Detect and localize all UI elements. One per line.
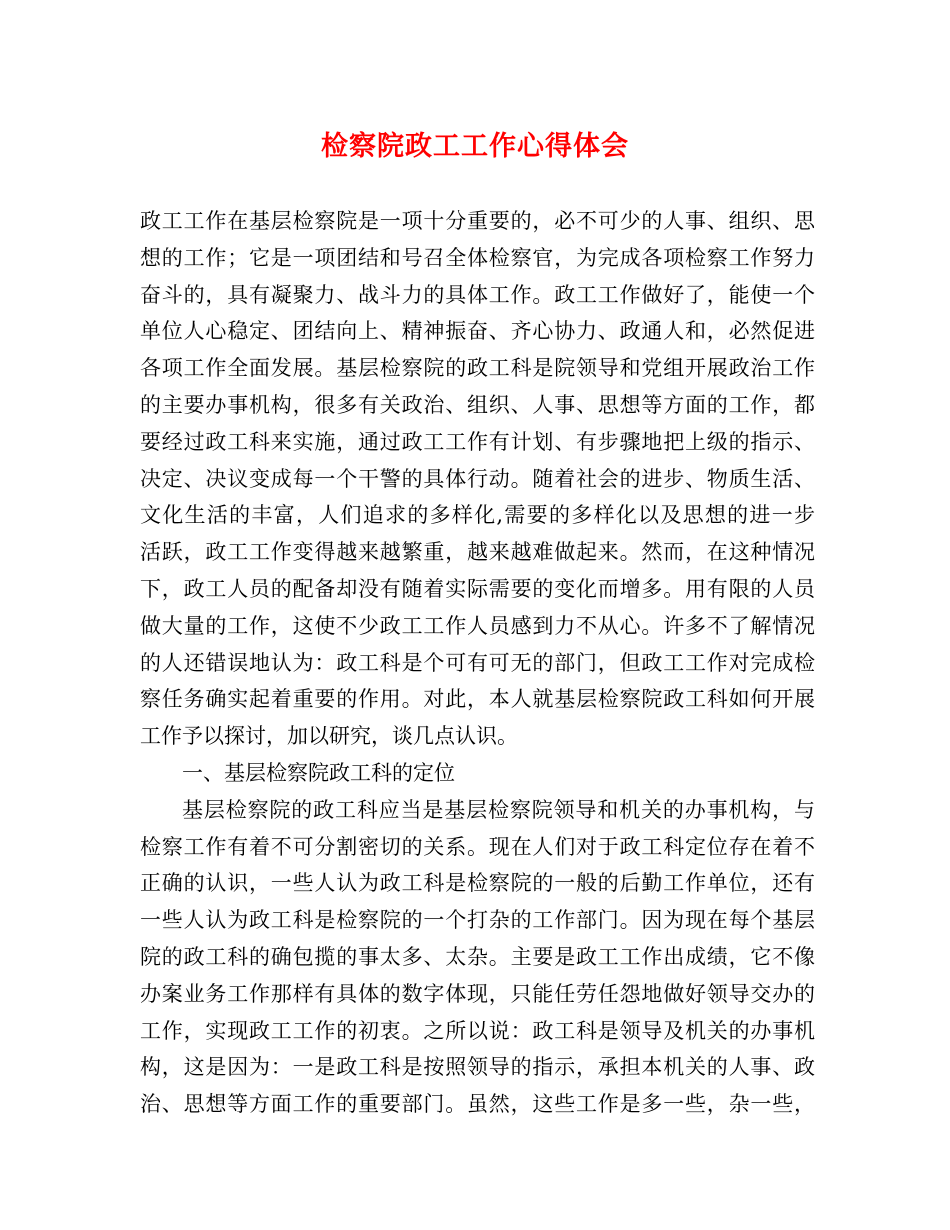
text-line: 治、思想等方面工作的重要部门。虽然，这些工作是多一些，杂一些，	[140, 1092, 815, 1117]
text-line: 工作予以探讨，加以研究，谈几点认识。	[140, 724, 518, 749]
text-line: 正确的认识，一些人认为政工科是检察院的一般的后勤工作单位，还有	[140, 871, 815, 896]
text-line: 做大量的工作，这使不少政工工作人员感到力不从心。许多不了解情况	[140, 613, 815, 638]
text-line: 单位人心稳定、团结向上、精神振奋、齐心协力、政通人和，必然促进	[140, 319, 815, 344]
text-line: 文化生活的丰富，人们追求的多样化,需要的多样化以及思想的进一步	[140, 503, 815, 528]
text-line: 要经过政工科来实施，通过政工工作有计划、有步骤地把上级的指示、	[140, 429, 815, 454]
text-line: 院的政工科的确包揽的事太多、太杂。主要是政工工作出成绩，它不像	[140, 944, 815, 969]
text-line: 察任务确实起着重要的作用。对此，本人就基层检察院政工科如何开展	[140, 687, 815, 712]
document-title: 检察院政工工作心得体会	[321, 131, 629, 162]
text-line: 决定、决议变成每一个干警的具体行动。随着社会的进步、物质生活、	[140, 466, 815, 491]
text-line: 活跃，政工工作变得越来越繁重，越来越难做起来。然而，在这种情况	[140, 540, 815, 565]
text-line: 各项工作全面发展。基层检察院的政工科是院领导和党组开展政治工作	[140, 356, 815, 381]
text-line: 政工工作在基层检察院是一项十分重要的，必不可少的人事、组织、思	[140, 209, 815, 233]
text-line: 基层检察院的政工科应当是基层检察院领导和机关的办事机构，与	[182, 797, 815, 822]
text-line: 办案业务工作那样有具体的数字体现，只能任劳任怨地做好领导交办的	[140, 981, 815, 1006]
section-heading: 一、基层检察院政工科的定位	[182, 760, 455, 785]
text-line: 一些人认为政工科是检察院的一个打杂的工作部门。因为现在每个基层	[140, 908, 815, 933]
text-line: 想的工作；它是一项团结和号召全体检察官，为完成各项检察工作努力	[140, 245, 815, 270]
text-line: 检察工作有着不可分割密切的关系。现在人们对于政工科定位存在着不	[140, 834, 815, 859]
document-body	[140, 203, 815, 1123]
text-line: 的主要办事机构，很多有关政治、组织、人事、思想等方面的工作，都	[140, 392, 815, 417]
text-line: 的人还错误地认为：政工科是个可有可无的部门，但政工工作对完成检	[140, 650, 815, 675]
text-line: 下，政工人员的配备却没有随着实际需要的变化而增多。用有限的人员	[140, 576, 815, 601]
text-line: 构，这是因为：一是政工科是按照领导的指示，承担本机关的人事、政	[140, 1055, 815, 1080]
text-line: 奋斗的，具有凝聚力、战斗力的具体工作。政工工作做好了，能使一个	[140, 282, 815, 307]
text-line: 工作，实现政工工作的初衷。之所以说：政工科是领导及机关的办事机	[140, 1018, 815, 1043]
